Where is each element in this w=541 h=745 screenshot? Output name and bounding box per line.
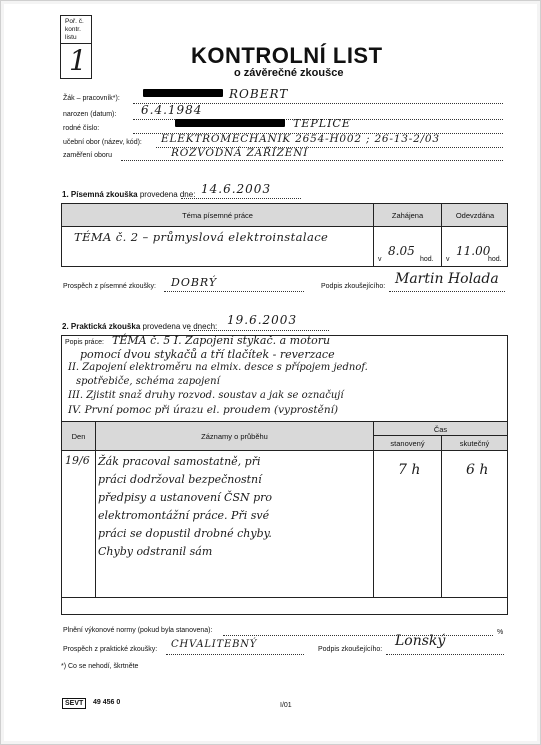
- work-description-line-3: II. Zapojení elektroměru na elmix. desce s přípojem jednof.: [68, 362, 368, 373]
- birth-number-label: rodné číslo:: [63, 125, 100, 132]
- field-value: ELEKTROMECHANIK 2654-H002 ; 26-13-2/03: [161, 133, 440, 145]
- practical-signature: Lonský: [395, 633, 446, 649]
- practical-signature-label: Podpis zkoušejícího:: [318, 646, 383, 653]
- practical-grade-label: Prospěch z praktické zkoušky:: [63, 646, 158, 653]
- list-number-label-2: kontr.: [65, 26, 81, 33]
- written-exam-heading-bold: 1. Písemná zkouška: [62, 190, 138, 199]
- record-line-6: Chyby odstranil sám: [98, 545, 213, 558]
- written-exam-table: [61, 203, 508, 267]
- record-line-2: práci dodržoval bezpečnostní: [98, 473, 262, 486]
- form-title: KONTROLNÍ LIST: [191, 43, 383, 68]
- col-started: Zahájena: [391, 211, 424, 220]
- work-description-line-2: pomocí dvou stykačů a tří tlačítek - reverzace: [80, 348, 335, 361]
- end-v-label: v: [446, 256, 450, 263]
- norm-label: Plnění výkonové normy (pokud byla stanovena):: [63, 627, 213, 634]
- col-topic: Téma písemné práce: [182, 211, 253, 220]
- work-description-label: Popis práce:: [65, 339, 104, 346]
- actual-time-value: 6 h: [466, 462, 489, 478]
- start-hod-label: hod.: [420, 256, 434, 263]
- col-submitted: Odevzdána: [455, 211, 495, 220]
- list-number-label-1: Poř. č.: [65, 18, 84, 25]
- student-label: Žák – pracovník*):: [63, 95, 120, 102]
- written-grade-value: DOBRÝ: [171, 276, 218, 289]
- written-exam-date: 14.6.2003: [201, 182, 272, 196]
- practical-exam-heading-bold: 2. Praktická zkouška: [62, 322, 141, 331]
- form-code: I/01: [280, 702, 292, 709]
- start-time-value: 8.05: [388, 244, 415, 258]
- field-label: učební obor (název, kód):: [63, 139, 142, 146]
- end-time-value: 11.00: [456, 244, 491, 258]
- publisher-logo-text: ŠEVT: [65, 700, 84, 707]
- col-day: Den: [71, 432, 86, 441]
- work-description-line-5: III. Zjistit snaž druhy rozvod. soustav a jak se označují: [68, 390, 344, 401]
- record-line-4: elektromontážní práce. Při své: [98, 509, 270, 522]
- redacted-name: [143, 89, 223, 97]
- end-hod-label: hod.: [488, 256, 502, 263]
- birth-place-value: TEPLICE: [293, 117, 351, 130]
- list-number-value: 1: [69, 44, 87, 77]
- col-time: Čas: [433, 425, 448, 434]
- practical-exam-heading-rest: provedena ve dnech:: [142, 322, 218, 331]
- written-exam-heading-rest: provedena dne:: [139, 190, 196, 199]
- redacted-birth-number: [175, 119, 285, 127]
- record-line-1: Žák pracoval samostatně, při: [98, 455, 261, 468]
- list-number-label-3: listu: [65, 34, 77, 41]
- record-line-3: předpisy a ustanovení ČSN pro: [98, 491, 273, 504]
- col-records: Záznamy o průběhu: [201, 432, 268, 441]
- col-planned: stanovený: [390, 439, 425, 448]
- footnote: *) Co se nehodí, škrtněte: [61, 663, 139, 670]
- practical-exam-table: [61, 335, 508, 615]
- birth-date-label: narozen (datum):: [63, 111, 117, 118]
- publisher-logo: [62, 698, 86, 709]
- written-signature: Martin Holada: [395, 271, 499, 287]
- practical-exam-date: 19.6.2003: [227, 313, 298, 327]
- specialization-label: zaměření oboru: [63, 152, 113, 159]
- record-day: 19/6: [65, 454, 90, 467]
- start-v-label: v: [378, 256, 382, 263]
- norm-unit: %: [497, 629, 504, 636]
- col-actual: skutečný: [459, 439, 490, 448]
- form-subtitle: o závěrečné zkoušce: [234, 67, 344, 79]
- record-line-5: práci se dopustil drobné chyby.: [98, 527, 272, 540]
- written-exam-heading: [62, 190, 195, 199]
- written-grade-label: Prospěch z písemné zkoušky:: [63, 283, 156, 290]
- list-number-box: [60, 15, 92, 79]
- written-topic-value: TÉMA č. 2 – průmyslová elektroinstalace: [74, 230, 329, 244]
- birth-date-value: 6.4.1984: [141, 103, 203, 117]
- written-signature-label: Podpis zkoušejícího:: [321, 283, 386, 290]
- work-description-line-6: IV. První pomoc při úrazu el. proudem (vyprostění): [68, 404, 339, 416]
- specialization-value: ROZVODNÁ ZAŘÍZENÍ: [171, 147, 309, 159]
- form-number: 49 456 0: [93, 699, 121, 706]
- planned-time-value: 7 h: [398, 462, 421, 478]
- practical-grade-value: CHVALITEBNÝ: [171, 639, 258, 650]
- student-name-value: ROBERT: [229, 87, 289, 101]
- work-description-line-1: TÉMA č. 5 I. Zapojení stykač. a motoru: [112, 334, 331, 347]
- work-description-line-4: spotřebiče, schéma zapojení: [76, 376, 220, 387]
